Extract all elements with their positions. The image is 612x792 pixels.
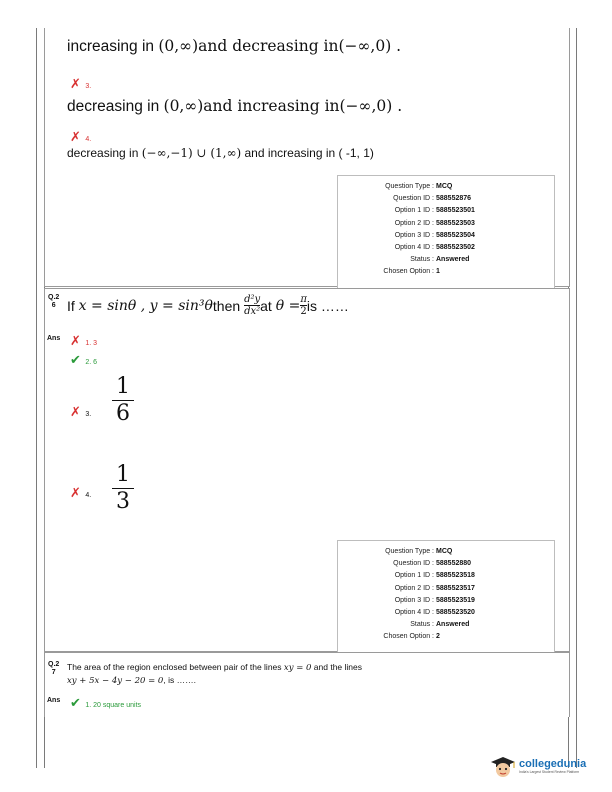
q6-option-2: ✔ 2. 6 — [70, 353, 98, 368]
info-row: Option 2 ID : 5885523503 — [394, 219, 475, 227]
pi-over-two-fraction: $\frac{\pi}{2}$ — [300, 294, 307, 317]
info-row: Chosen Option : 2 — [383, 633, 440, 641]
wrong-icon: ✗ — [70, 486, 81, 501]
info-row: Option 2 ID : 5885523517 — [394, 584, 475, 592]
second-derivative-fraction: $\frac{\text{d²y}}{\text{dx²}}$ — [244, 294, 261, 317]
q6-option-3-fraction: 1 6 — [112, 374, 134, 427]
q5-option-3-math: (0,∞)and increasing in(−∞,0) . — [163, 97, 403, 115]
q5-option-4-text: decreasing in — [67, 146, 142, 160]
q6-info-panel — [337, 540, 555, 654]
q5-option-2-text: increasing in — [67, 38, 159, 55]
q6-question-text: If x = sinθ , y = sin³θ then $\frac{\text{d²y}}{\text{dx²}}$ at θ = $\frac{\pi}{2}$ is …… — [67, 294, 349, 317]
right-rule-outer — [576, 28, 577, 768]
q5-option-4 — [67, 146, 374, 160]
info-row: Option 3 ID : 5885523519 — [394, 596, 475, 604]
info-row: Question Type : MCQ — [385, 548, 453, 555]
q5-option-3 — [67, 97, 402, 116]
info-row: Option 4 ID : 5885523520 — [394, 609, 475, 617]
info-row: Question Type : MCQ — [385, 183, 453, 190]
q6-option-1: ✗ 1. 3 — [70, 334, 98, 349]
q5-option-4-marker — [70, 128, 91, 146]
left-rule-outer — [36, 28, 37, 768]
info-row: Question ID : 588552876 — [393, 195, 472, 203]
wrong-icon: ✗ — [70, 130, 81, 145]
wrong-icon: ✗ — [70, 77, 81, 92]
q5-option-2-math: (0,∞)and decreasing in(−∞,0) . — [158, 37, 402, 55]
q5-info-panel — [337, 175, 555, 289]
q7-option-1: ✔ 1. 20 square units — [70, 696, 142, 711]
q5-option-4-math: (−∞,−1) ∪ (1,∞) — [141, 146, 242, 160]
q5-option-3-text: decreasing in — [67, 98, 164, 115]
student-mascot-icon — [490, 756, 516, 778]
info-row: Option 1 ID : 5885523518 — [394, 572, 475, 580]
q5-option-3-number: 3. — [85, 83, 92, 90]
q5-option-2 — [67, 37, 401, 56]
info-row: Status : Answered — [410, 621, 470, 629]
brand-tagline: India's Largest Student Review Platform — [519, 770, 580, 774]
q5-option-4-number: 4. — [85, 136, 92, 143]
brand-name: collegedunia — [519, 758, 587, 770]
info-row: Option 1 ID : 5885523501 — [394, 207, 475, 215]
q6-option-4-marker: ✗ 4. — [70, 486, 92, 501]
correct-icon: ✔ — [70, 696, 81, 711]
info-row: Status : Answered — [410, 256, 470, 264]
correct-icon: ✔ — [70, 353, 81, 368]
wrong-icon: ✗ — [70, 334, 81, 349]
q6-option-4-fraction: 1 3 — [112, 462, 134, 515]
q6-number: Q.2 6 — [48, 294, 60, 309]
info-row: Question ID : 588552880 — [393, 560, 472, 568]
q5-option-4-suffix: and increasing in ( -1, 1) — [241, 146, 374, 160]
q7-question-text: The area of the region enclosed between pair of the lines xy = 0 and the lines xy + 5x − 4y − 20 = 0, is ……. — [67, 662, 363, 686]
q5-option-3-marker — [70, 75, 91, 93]
q7-answer-label: Ans — [47, 697, 61, 704]
info-row: Option 3 ID : 5885523504 — [394, 231, 475, 239]
q6-option-3-marker: ✗ 3. — [70, 405, 92, 420]
wrong-icon: ✗ — [70, 405, 81, 420]
q6-answer-label: Ans — [47, 335, 61, 342]
info-row: Chosen Option : 1 — [383, 268, 440, 276]
brand-logo — [490, 756, 586, 778]
info-row: Option 4 ID : 5885523502 — [394, 244, 475, 252]
q7-number: Q.2 7 — [48, 661, 60, 676]
